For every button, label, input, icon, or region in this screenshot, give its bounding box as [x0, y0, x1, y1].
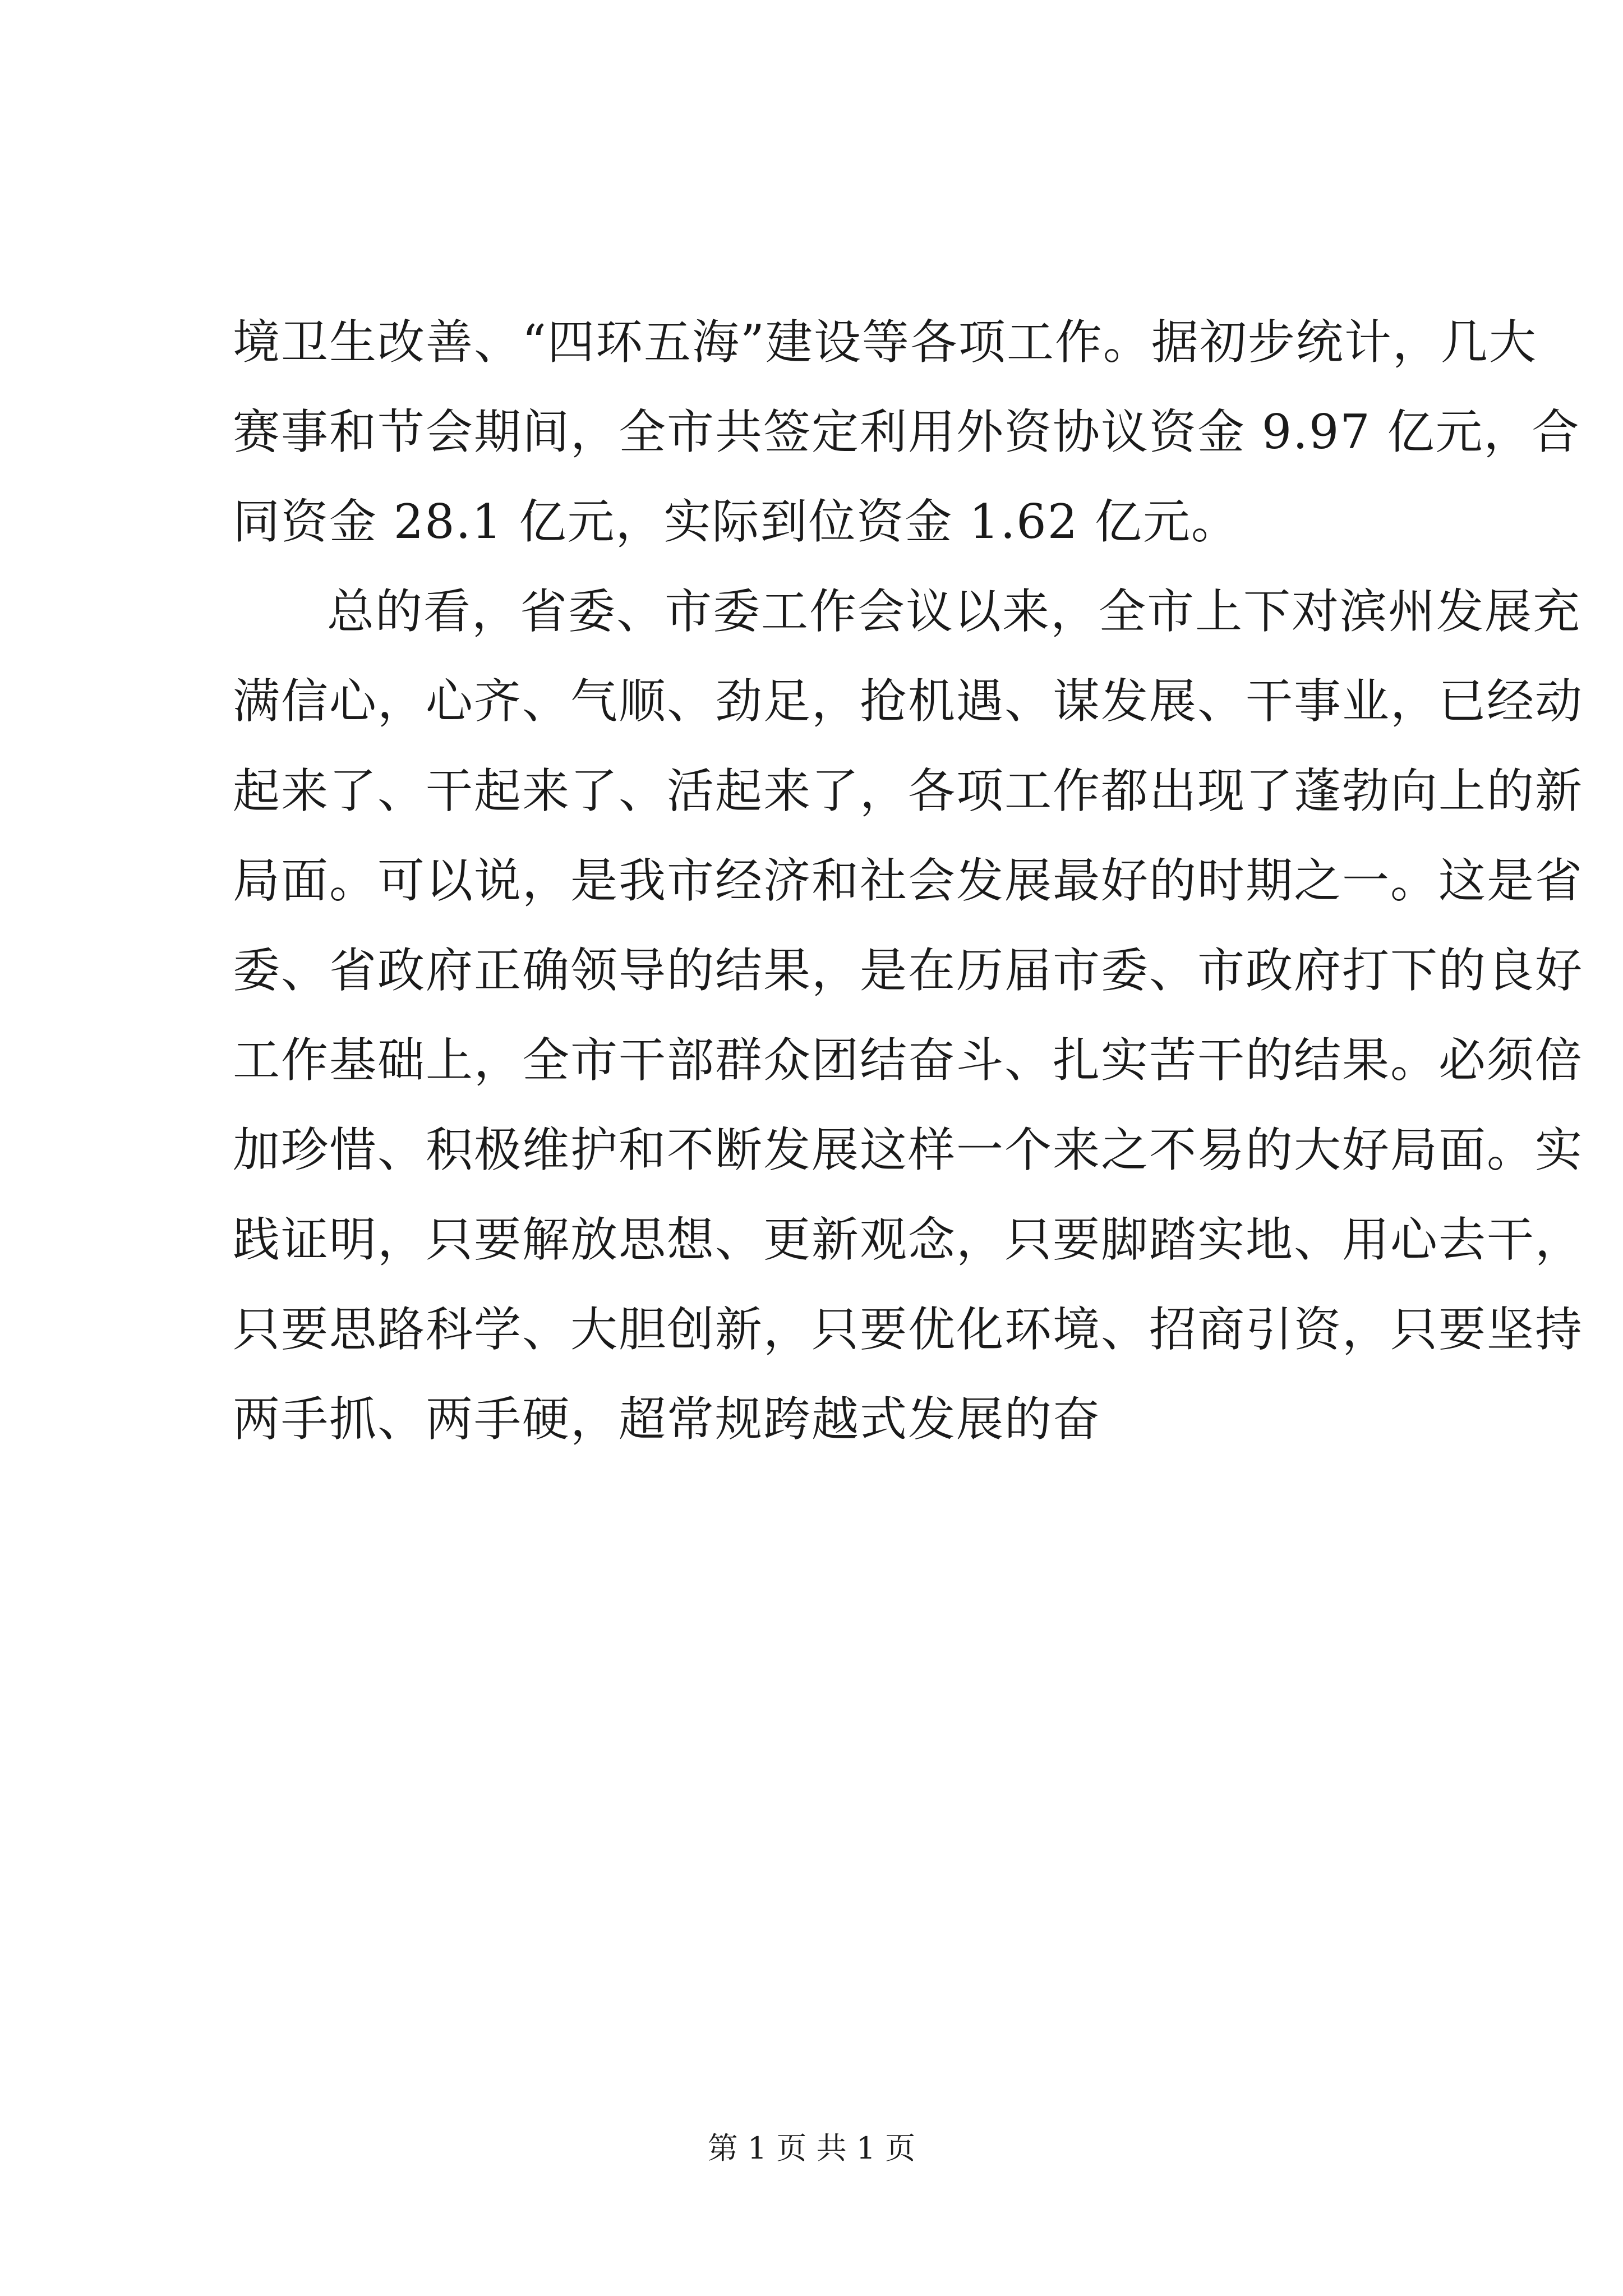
- text-line: 践证明，只要解放思想、更新观念，只要脚踏实地、用心去干，: [233, 1212, 1584, 1267]
- text-line: 同资金 28.1 亿元，实际到位资金 1.62 亿元。: [233, 494, 1239, 549]
- text-line: 加珍惜、积极维护和不断发展这样一个来之不易的大好局面。实: [233, 1122, 1584, 1177]
- text-line: 境卫生改善、“四环五海”建设等各项工作。据初步统计，几大: [233, 315, 1537, 370]
- paragraph-first-line: 总的看，省委、市委工作会议以来，全市上下对滨州发展充: [327, 584, 1581, 639]
- text-line: 赛事和节会期间，全市共签定利用外资协议资金 9.97 亿元，合: [233, 404, 1580, 459]
- text-line: 局面。可以说，是我市经济和社会发展最好的时期之一。这是省: [233, 853, 1584, 908]
- text-line: 委、省政府正确领导的结果，是在历届市委、市政府打下的良好: [233, 943, 1584, 998]
- text-line: 满信心，心齐、气顺、劲足，抢机遇、谋发展、干事业，已经动: [233, 674, 1584, 729]
- text-line: 两手抓、两手硬，超常规跨越式发展的奋: [233, 1392, 1101, 1447]
- text-line: 工作基础上，全市干部群众团结奋斗、扎实苦干的结果。必须倍: [233, 1033, 1584, 1088]
- text-line: 起来了、干起来了、活起来了，各项工作都出现了蓬勃向上的新: [233, 763, 1584, 818]
- text-line: 只要思路科学、大胆创新，只要优化环境、招商引资，只要坚持: [233, 1302, 1584, 1357]
- page-number-footer: 第 1 页 共 1 页: [707, 2131, 916, 2166]
- document-body: [233, 297, 1584, 1464]
